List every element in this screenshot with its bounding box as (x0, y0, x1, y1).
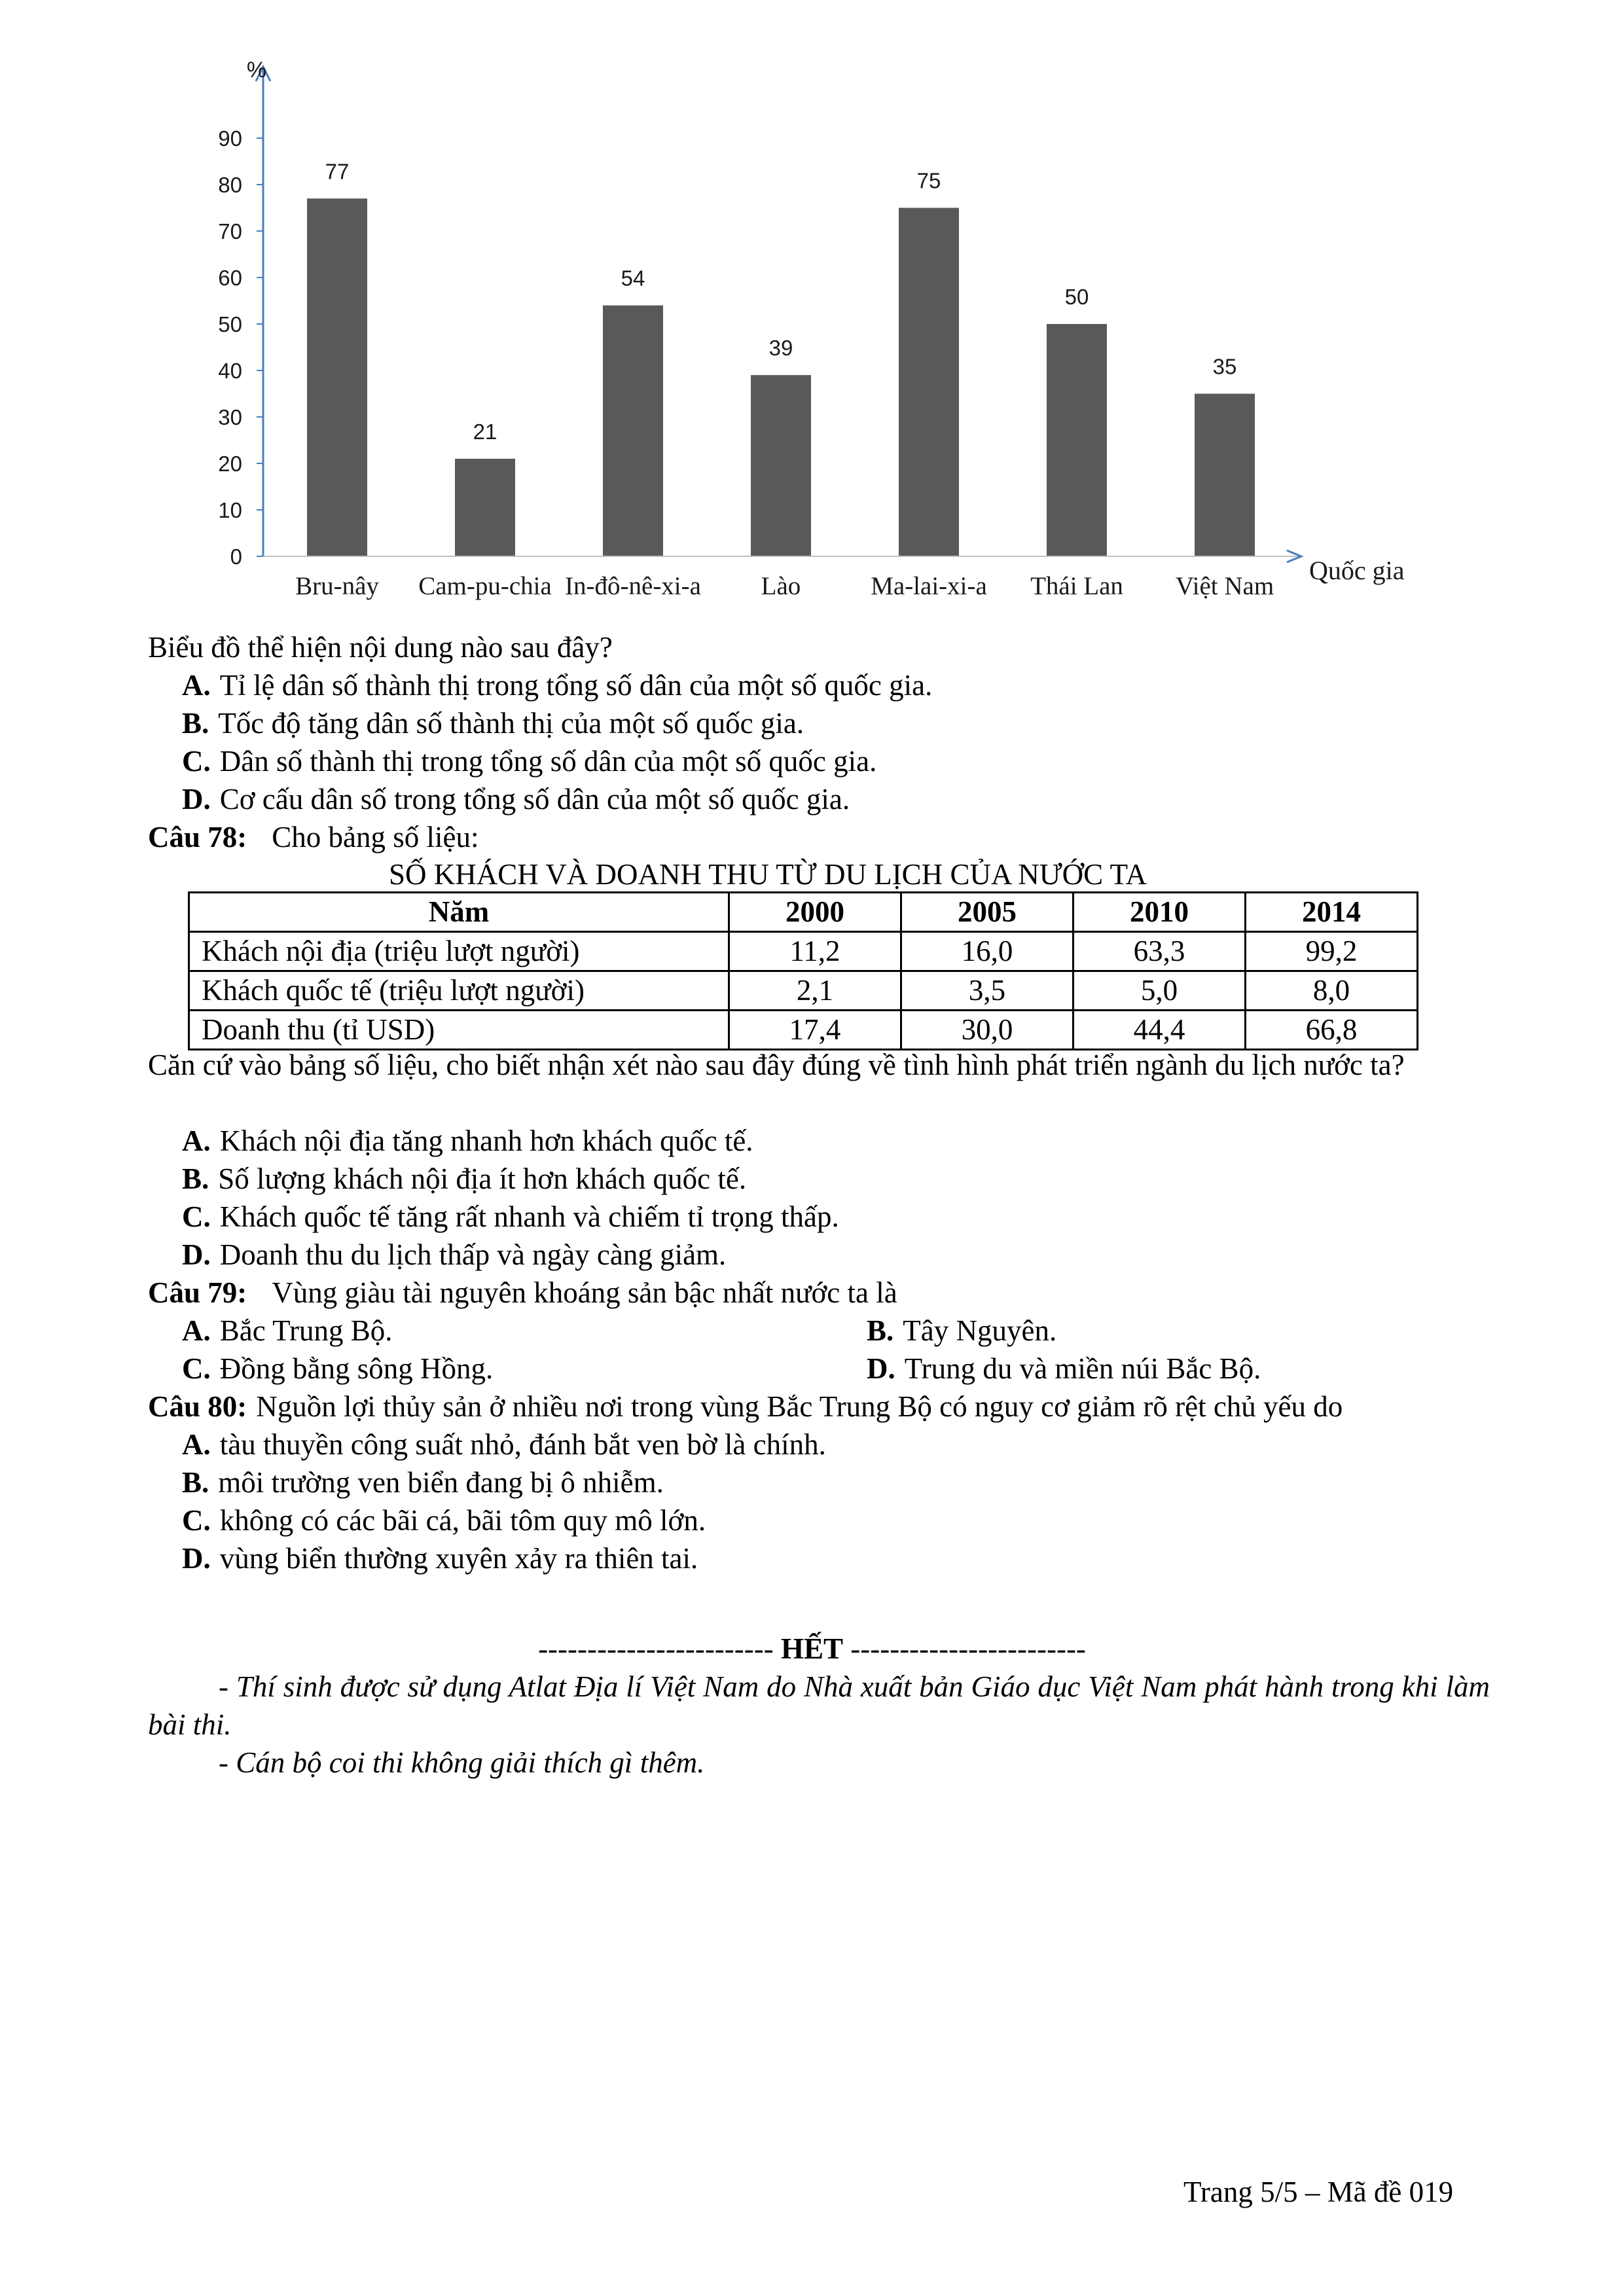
q77-option-a: A. Tỉ lệ dân số thành thị trong tổng số dân của một số quốc gia. (182, 669, 933, 702)
q77-question: Biểu đồ thể hiện nội dung nào sau đây? (148, 631, 613, 664)
bar-value-label: 39 (768, 336, 793, 361)
page-footer: Trang 5/5 – Mã đề 019 (1183, 2176, 1454, 2208)
table-cell: 99,2 (1246, 932, 1418, 971)
q80-option-b: B. môi trường ven biển đang bị ô nhiễm. (182, 1466, 664, 1499)
q78-option-c: C. Khách quốc tế tăng rất nhanh và chiếm tỉ trọng thấp. (182, 1200, 839, 1233)
q80-option-d: D. vùng biển thường xuyên xảy ra thiên tai. (182, 1542, 698, 1575)
q78-option-a: A. Khách nội địa tăng nhanh hơn khách quốc tế. (182, 1124, 753, 1157)
q80-option-a: A. tàu thuyền công suất nhỏ, đánh bắt ven bờ là chính. (182, 1428, 826, 1461)
table-header-cell: 2010 (1074, 893, 1246, 932)
table-cell: 44,4 (1074, 1011, 1246, 1050)
bar-value-label: 21 (473, 419, 497, 444)
y-axis-label: % (246, 58, 267, 82)
table-cell: 11,2 (729, 932, 901, 971)
table-cell: 30,0 (901, 1011, 1074, 1050)
table-cell: 5,0 (1074, 971, 1246, 1011)
end-marker: ------------------------ HẾT ------------------------ (538, 1632, 1086, 1665)
x-category-label: Thái Lan (1030, 572, 1123, 600)
y-tick-label: 60 (218, 266, 242, 290)
y-tick-label: 50 (218, 312, 242, 336)
table-header-cell: 2000 (729, 893, 901, 932)
x-category-label: Việt Nam (1175, 572, 1274, 600)
table-header-cell: 2014 (1246, 893, 1418, 932)
y-tick-label: 70 (218, 219, 242, 243)
q78-stem: Câu 78: Cho bảng số liệu: (148, 821, 479, 853)
x-category-label: Ma-lai-xi-a (871, 572, 987, 600)
x-category-label: In-đô-nê-xi-a (565, 572, 701, 600)
table-cell: 2,1 (729, 971, 901, 1011)
y-tick-label: 20 (218, 452, 242, 476)
bar-chart (170, 52, 1440, 615)
table-cell: Doanh thu (tỉ USD) (189, 1011, 729, 1050)
q79-option-a: A. Bắc Trung Bộ. (182, 1314, 393, 1347)
q79-option-c: C. Đồng bằng sông Hồng. (182, 1352, 494, 1385)
q77-option-c: C. Dân số thành thị trong tổng số dân của một số quốc gia. (182, 745, 877, 778)
table-cell: Khách nội địa (triệu lượt người) (189, 932, 729, 971)
table-header-cell: 2005 (901, 893, 1074, 932)
bar-value-label: 75 (916, 168, 941, 193)
y-tick-label: 90 (218, 126, 242, 151)
y-tick-label: 30 (218, 405, 242, 429)
bar-value-label: 54 (621, 266, 645, 291)
table-row (189, 971, 1418, 1011)
q78-question: Căn cứ vào bảng số liệu, cho biết nhận xét nào sau đây đúng về tình hình phát triển ngành du lịch nước ta? (148, 1049, 1405, 1081)
bar-value-label: 77 (325, 159, 350, 184)
end-note-1: - Thí sinh được sử dụng Atlat Địa lí Việt Nam do Nhà xuất bản Giáo dục Việt Nam phát hành trong khi làm bài thi. (148, 1670, 1490, 1741)
y-axis-ticks (218, 126, 263, 569)
bar-value-label: 50 (1064, 285, 1089, 309)
bar (307, 198, 367, 556)
table-cell: 3,5 (901, 971, 1074, 1011)
q79-option-d: D. Trung du và miền núi Bắc Bộ. (867, 1352, 1261, 1385)
table-cell: 66,8 (1246, 1011, 1418, 1050)
table-cell: 17,4 (729, 1011, 901, 1050)
bar (1047, 324, 1107, 556)
bar (751, 375, 811, 556)
bars (295, 159, 1274, 600)
y-tick-label: 0 (230, 545, 242, 569)
x-axis-label: Quốc gia (1309, 556, 1405, 585)
bar (603, 306, 663, 556)
q79-stem: Câu 79: Vùng giàu tài nguyên khoáng sản bậc nhất nước ta là (148, 1276, 897, 1309)
table-cell: 8,0 (1246, 971, 1418, 1011)
q78-option-b: B. Số lượng khách nội địa ít hơn khách quốc tế. (182, 1162, 747, 1195)
x-category-label: Bru-nây (295, 572, 379, 600)
table-cell: Khách quốc tế (triệu lượt người) (189, 971, 729, 1011)
q77-option-b: B. Tốc độ tăng dân số thành thị của một số quốc gia. (182, 707, 804, 740)
bar (1195, 394, 1255, 557)
q77-option-d: D. Cơ cấu dân số trong tổng số dân của một số quốc gia. (182, 783, 850, 816)
y-tick-label: 10 (218, 498, 242, 522)
table-cell: 63,3 (1074, 932, 1246, 971)
q80-option-c: C. không có các bãi cá, bãi tôm quy mô lớn. (182, 1504, 706, 1537)
table-header-cell: Năm (189, 893, 729, 932)
table-title: SỐ KHÁCH VÀ DOANH THU TỪ DU LỊCH CỦA NƯỚC TA (389, 858, 1147, 891)
bar (899, 208, 959, 557)
x-category-label: Cam-pu-chia (418, 572, 552, 600)
x-category-label: Lào (761, 572, 801, 600)
y-tick-label: 80 (218, 173, 242, 197)
y-tick-label: 40 (218, 359, 242, 383)
table-row (189, 932, 1418, 971)
table-cell: 16,0 (901, 932, 1074, 971)
table-row (189, 1011, 1418, 1050)
bar (455, 459, 515, 556)
q79-option-b: B. Tây Nguyên. (867, 1314, 1057, 1347)
q78-option-d: D. Doanh thu du lịch thấp và ngày càng giảm. (182, 1238, 727, 1271)
end-note-2: - Cán bộ coi thi không giải thích gì thêm. (219, 1746, 705, 1779)
q80-stem: Câu 80: Nguồn lợi thủy sản ở nhiều nơi trong vùng Bắc Trung Bộ có nguy cơ giảm rõ rệt chủ yếu do (148, 1390, 1343, 1423)
table-header-row (189, 893, 1418, 932)
bar-value-label: 35 (1212, 354, 1237, 379)
tourism-table (188, 891, 1418, 1050)
